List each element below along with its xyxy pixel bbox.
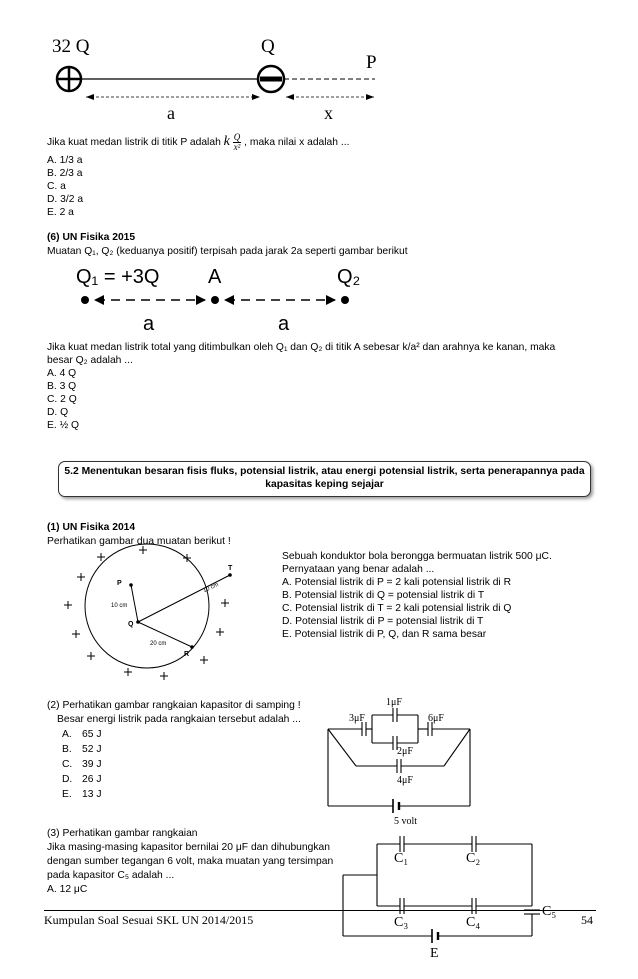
footer-title: Kumpulan Soal Sesuai SKL UN 2014/2015 [44, 913, 254, 927]
question-title: (1) UN Fisika 2014 [47, 522, 136, 533]
point-q-label: Q [128, 621, 134, 628]
option-a: A. Potensial listrik di P = 2 kali potensial listrik di R [282, 577, 512, 588]
option-b: B. Potensial listrik di Q = potensial listrik di T [282, 590, 485, 601]
capacitor-c5-label: C₅ [542, 904, 557, 919]
question-prompt: Pernyataan yang benar adalah ... [282, 564, 435, 575]
distance-label: 10 cm [202, 581, 220, 595]
option-b-letter: B. [62, 744, 72, 755]
option-a: A. 12 μC [47, 884, 88, 895]
right-a-label: a [278, 313, 290, 335]
formula-k: k [223, 134, 230, 150]
capacitor-6uf-label: 6μF [428, 713, 444, 724]
option-a-value: 65 J [82, 729, 102, 740]
charge-32q-label: 32 Q [52, 36, 90, 57]
option-c-letter: C. [62, 759, 73, 770]
capacitor-3uf-label: 3μF [349, 713, 365, 724]
option-d: D. Q [47, 407, 69, 418]
capacitor-2uf-label: 2μF [397, 746, 413, 757]
option-c: C. a [47, 181, 66, 192]
point-p-label: P [117, 580, 122, 587]
option-c: C. Potensial listrik di T = 2 kali potensial listrik di Q [282, 603, 512, 614]
question-text-2: besar Q₂ adalah ... [47, 355, 133, 366]
section-title-line2: kapasitas keping sejajar [265, 479, 384, 490]
formula-fraction: $\frac{Q}{\text{x²}}$ [233, 132, 241, 152]
distance-label: 20 cm [150, 641, 167, 647]
point-r-label: R [184, 651, 190, 658]
footer-rule [44, 910, 596, 911]
option-b: B. 2/3 a [47, 168, 83, 179]
distance-x-label: x [324, 103, 333, 123]
option-b: B. 3 Q [47, 381, 77, 392]
option-e: E. Potensial listrik di P, Q, dan R sama besar [282, 629, 487, 640]
distance-label: 10 cm [111, 603, 128, 609]
capacitor-1uf-label: 1μF [386, 697, 402, 708]
option-d-letter: D. [62, 774, 73, 785]
question-title: (6) UN Fisika 2015 [47, 232, 136, 243]
option-e: E. ½ Q [47, 420, 80, 431]
q1-label: Q₁ = +3Q [76, 266, 160, 288]
capacitor-c3-label: C₃ [394, 915, 409, 930]
question-text-3: dengan sumber tegangan 6 volt, maka muatan yang tersimpan [47, 856, 334, 867]
option-a: A. 4 Q [47, 368, 77, 379]
option-d: D. 3/2 a [47, 194, 84, 205]
point-p-label: P [366, 52, 377, 73]
source-e-label: E [430, 946, 439, 961]
option-c-value: 39 J [82, 759, 102, 770]
capacitor-c2-label: C₂ [466, 851, 481, 866]
distance-a-label: a [167, 103, 175, 123]
question-intro: Perhatikan gambar dua muatan berikut ! [47, 536, 231, 547]
question-intro: Muatan Q₁, Q₂ (keduanya positif) terpisah pada jarak 2a seperti gambar berikut [47, 246, 408, 257]
page-number: 54 [581, 913, 593, 927]
q2-label: Q₂ [337, 266, 361, 288]
charge-q-label: Q [261, 36, 275, 57]
option-e-letter: E. [62, 789, 72, 800]
capacitor-4uf-label: 4μF [397, 775, 413, 786]
question-stem: Jika kuat medan listrik di titik P adalah k $\frac{Q}{\text{x²}}$ , maka nilai x adalah ... [47, 132, 350, 152]
question-prompt: pada kapasitor C₅ adalah ... [47, 870, 175, 881]
option-e: E. 2 a [47, 207, 74, 218]
section-title-line1: 5.2 Menentukan besaran fisis fluks, potensial listrik, atau energi potensial listrik, serta penerapannya pada [64, 466, 585, 477]
question-text: Jika kuat medan listrik total yang ditimbulkan oleh Q₁ dan Q₂ di titik A sebesar k/a² dan arahnya ke kanan, maka [47, 342, 556, 353]
question-text: (3) Perhatikan gambar rangkaian [47, 828, 198, 839]
question-text: (2) Perhatikan gambar rangkaian kapasitor di samping ! [47, 700, 301, 711]
capacitor-c1-label: C₁ [394, 851, 409, 866]
option-d-value: 26 J [82, 774, 102, 785]
option-a-letter: A. [62, 729, 72, 740]
option-c: C. 2 Q [47, 394, 77, 405]
option-e-value: 13 J [82, 789, 102, 800]
option-d: D. Potensial listrik di P = potensial listrik di T [282, 616, 484, 627]
voltage-label: 5 volt [394, 816, 418, 827]
option-a: A. 1/3 a [47, 155, 83, 166]
capacitor-c4-label: C₄ [466, 915, 481, 930]
question-description: Sebuah konduktor bola berongga bermuatan listrik 500 μC. [282, 551, 552, 562]
question-prompt: Besar energi listrik pada rangkaian tersebut adalah ... [57, 714, 301, 725]
left-a-label: a [143, 313, 155, 335]
question-text-2: Jika masing-masing kapasitor bernilai 20 μF dan dihubungkan [47, 842, 330, 853]
option-b-value: 52 J [82, 744, 102, 755]
point-a-label: A [208, 266, 222, 288]
point-t-label: T [228, 565, 233, 572]
